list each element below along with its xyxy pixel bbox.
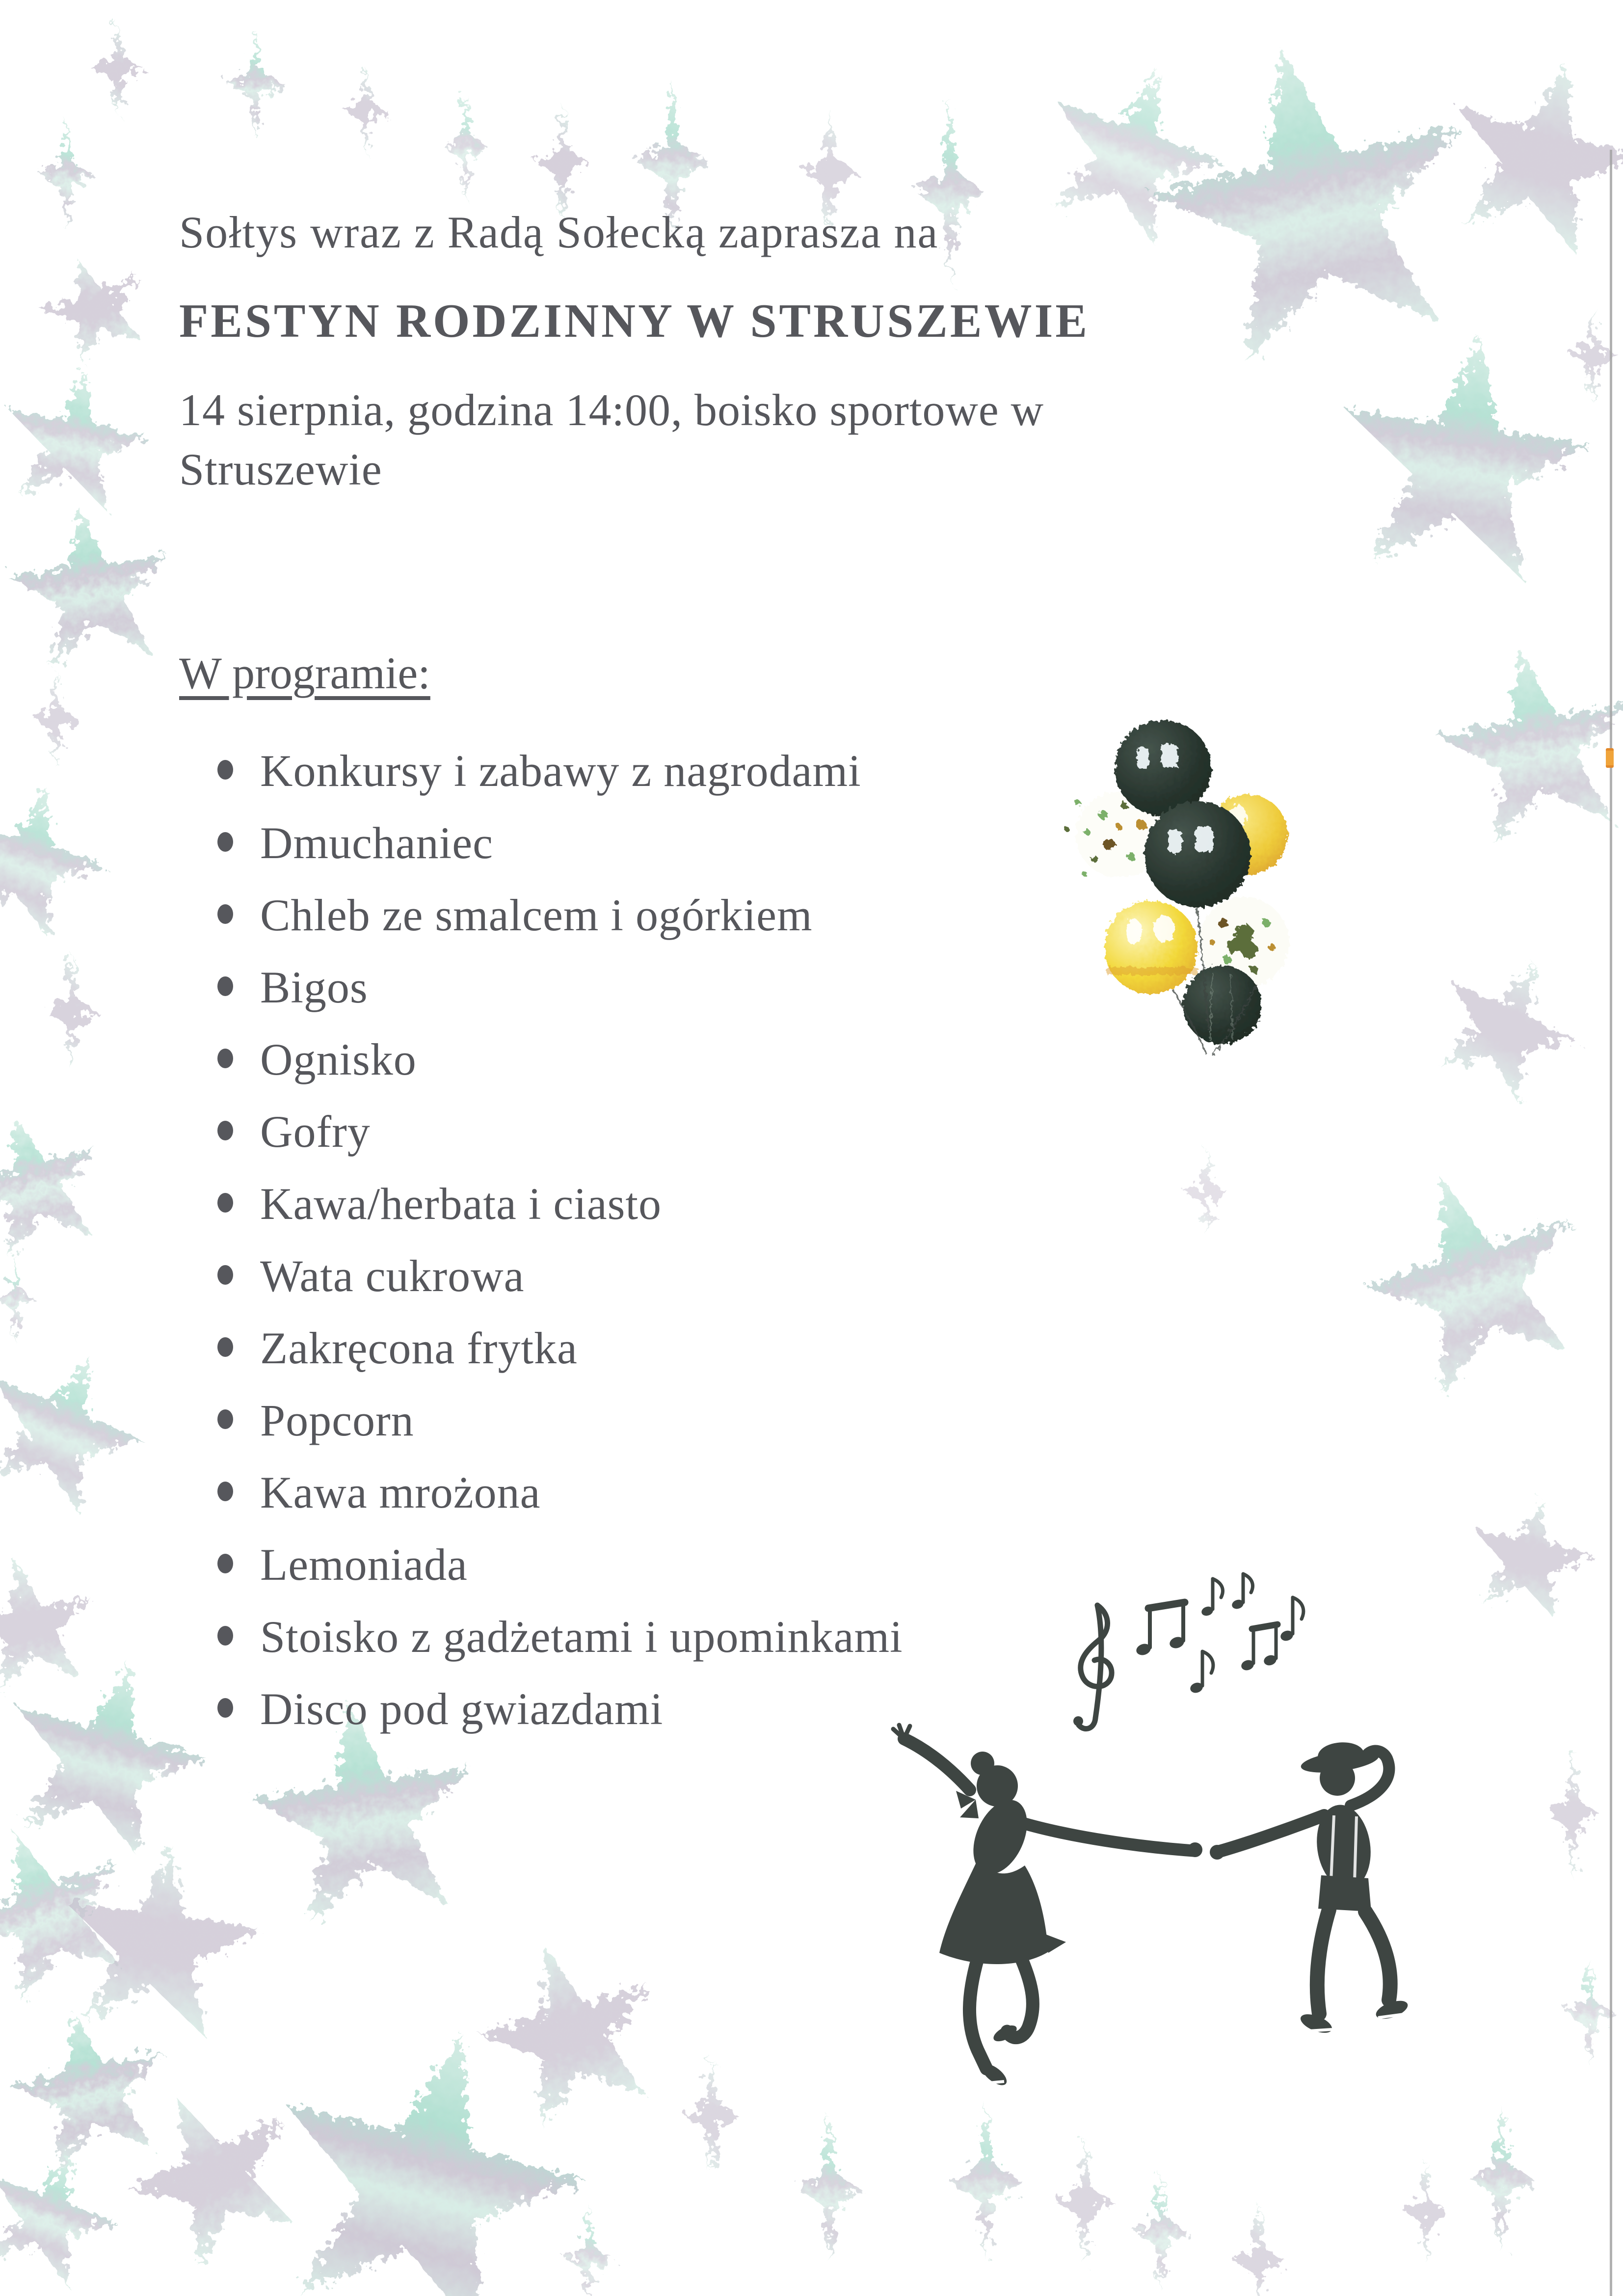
program-item: Popcorn (179, 1398, 1249, 1443)
program-item: Lemoniada (179, 1542, 1249, 1587)
eighth-note-icon (1279, 1597, 1304, 1643)
scan-orange-mark (1606, 748, 1614, 768)
program-item: Chleb ze smalcem i ogórkiem (179, 892, 1249, 938)
program-item: Wata cukrowa (179, 1253, 1249, 1298)
program-list (179, 745, 1249, 1734)
program-item: Zakręcona frytka (179, 1325, 1249, 1371)
swing-dancing-couple-silhouette (874, 1703, 1512, 2209)
event-details (179, 380, 1249, 500)
event-date-line: 14 sierpnia, godzina 14:00, boisko sportowe w (179, 385, 1044, 435)
event-location-line: Struszewie (179, 444, 382, 495)
flyer-text-block (179, 206, 1249, 1758)
program-item: Kawa/herbata i ciasto (179, 1181, 1249, 1226)
program-item: Dmuchaniec (179, 820, 1249, 865)
event-title: FESTYN RODZINNY W STRUSZEWIE (179, 295, 1090, 347)
program-item: Bigos (179, 965, 1249, 1010)
program-item: Gofry (179, 1109, 1249, 1154)
program-item: Konkursy i zabawy z nagrodami (179, 748, 1249, 793)
program-heading: W programie: (179, 648, 430, 698)
program-item: Ognisko (179, 1037, 1249, 1082)
program-item: Stoisko z gadżetami i upominkami (179, 1614, 1249, 1659)
invitation-intro: Sołtys wraz z Radą Sołecką zaprasza na (179, 207, 939, 257)
woman-dancer-silhouette (893, 1725, 1194, 2089)
program-item: Disco pod gwiazdami (179, 1686, 1249, 1731)
man-dancer-silhouette (1218, 1742, 1410, 2036)
program-item: Kawa mrożona (179, 1470, 1249, 1515)
scan-edge-line (1610, 150, 1612, 2296)
